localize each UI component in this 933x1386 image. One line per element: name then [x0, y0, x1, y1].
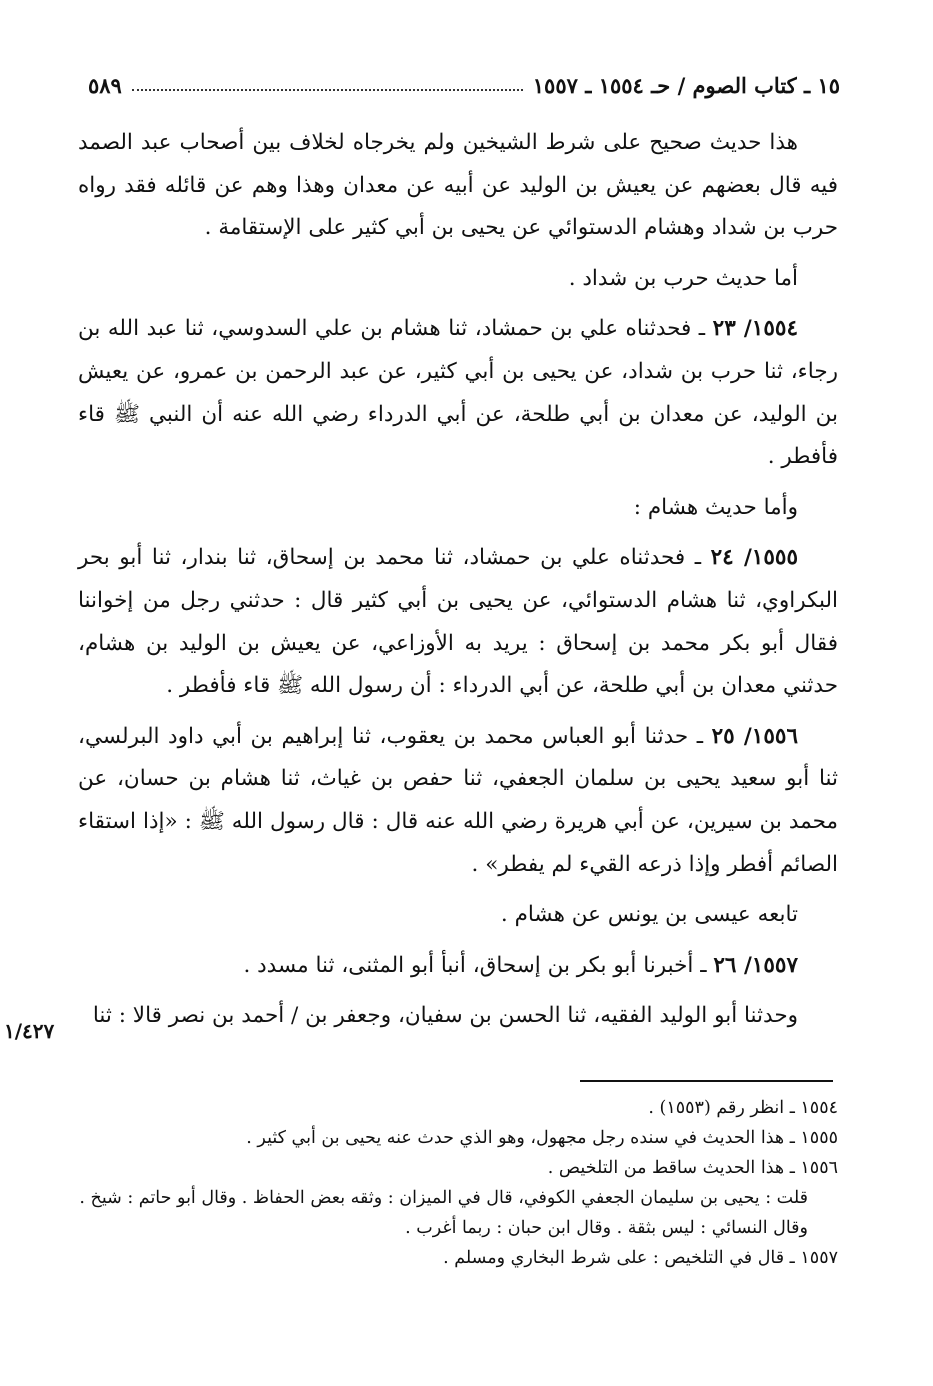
- hadith-1556: [78, 716, 838, 886]
- hadith-text: ـ أخبرنا أبو بكر بن إسحاق، أنبأ أبو المثنى، ثنا مسدد .: [243, 952, 714, 978]
- hadith-text: ـ حدثنا أبو العباس محمد بن يعقوب، ثنا إبراهيم بن أبي داود البرلسي، ثنا أبو سعيد يحيى بن سلمان الجعفي، ثنا حفص بن غياث، ثنا هشام بن حسان، عن محمد بن سيرين، عن أبي هريرة رضي الله عنه قال : قال رسول الله ﷺ : «إذا استقاء الصائم أفطر وإذا ذرعه القيء لم يفطر» .: [78, 723, 838, 877]
- footnote-divider: [580, 1080, 833, 1082]
- footnote-1555: ١٥٥٥ ـ هذا الحديث في سنده رجل مجهول، وهو الذي حدث عنه يحيى بن أبي كثير .: [246, 1128, 838, 1148]
- footnotes: [78, 1093, 838, 1273]
- hadith-number: ١٥٥٤/ ٢٣: [712, 316, 798, 342]
- hadith-number: ١٥٥٦/ ٢٥: [711, 723, 798, 749]
- hadith-number: ١٥٥٧/ ٢٦: [713, 952, 798, 978]
- hadith-1557: [78, 945, 838, 988]
- main-text: [78, 122, 838, 1038]
- hadith-number: ١٥٥٥/ ٢٤: [710, 545, 798, 571]
- paragraph-harb-heading: أما حديث حرب بن شداد .: [568, 265, 798, 291]
- hadith-text: ـ فحدثناه علي بن حمشاد، ثنا محمد بن إسحاق، ثنا بندار، ثنا أبو بحر البكراوي، ثنا هشام الدستوائي، عن يحيى بن أبي كثير قال : حدثني رجل من إخواننا فقال أبو بكر محمد بن إسحاق : يريد به الأوزاعي، عن يعيش بن الوليد بن هشام، حدثني معدان بن أبي طلحة، عن أبي الدرداء : أن رسول الله ﷺ قاء فأفطر .: [78, 545, 838, 699]
- paragraph-intro: هذا حديث صحيح على شرط الشيخين ولم يخرجاه لخلاف بين أصحاب عبد الصمد فيه قال بعضهم عن يعيش بن الوليد عن أبيه عن معدان وهذا وهم عن قائله فقد رواه حرب بن شداد وهشام الدستوائي عن يحيى بن أبي كثير على الإستقامة .: [78, 130, 838, 241]
- footnote-1556: ١٥٥٦ ـ هذا الحديث ساقط من التلخيص .: [547, 1158, 838, 1178]
- hadith-1555: [78, 537, 838, 707]
- header-dot-leader: [132, 89, 523, 91]
- header-title: ١٥ ـ كتاب الصوم / حـ ١٥٥٤ ـ ١٥٥٧: [532, 73, 840, 98]
- footnote-1557: ١٥٥٧ ـ قال في التلخيص : على شرط البخاري ومسلم .: [443, 1248, 838, 1268]
- footnote-1554: ١٥٥٤ ـ انظر رقم (١٥٥٣) .: [648, 1098, 838, 1118]
- footnote-1556-comment: قلت : يحيى بن سليمان الجعفي الكوفي، قال في الميزان : وثقه بعض الحفاظ . وقال أبو حاتم : شيخ . وقال النسائي : ليس بثقة . وقال ابن حبان : ربما أغرب .: [79, 1188, 808, 1238]
- paragraph-continuation: وحدثنا أبو الوليد الفقيه، ثنا الحسن بن سفيان، وجعفر بن / أحمد بن نصر قالا : ثنا: [92, 1003, 798, 1029]
- paragraph-followed-by: تابعه عيسى بن يونس عن هشام .: [500, 902, 798, 928]
- running-header: [88, 64, 840, 98]
- paragraph-hisham-heading: وأما حديث هشام :: [633, 494, 798, 520]
- manuscript-folio-note: ١/٤٢٧: [4, 1019, 55, 1043]
- hadith-1554: [78, 308, 838, 478]
- page-number: ٥٨٩: [88, 73, 122, 98]
- hadith-text: ـ فحدثناه علي بن حمشاد، ثنا هشام بن علي السدوسي، ثنا عبد الله بن رجاء، ثنا حرب بن شداد، عن يحيى بن أبي كثير، عن عبد الرحمن بن عمرو، عن يعيش بن الوليد، عن معدان بن أبي طلحة، عن أبي الدرداء رضي الله عنه أن النبي ﷺ قاء فأفطر .: [78, 316, 838, 470]
